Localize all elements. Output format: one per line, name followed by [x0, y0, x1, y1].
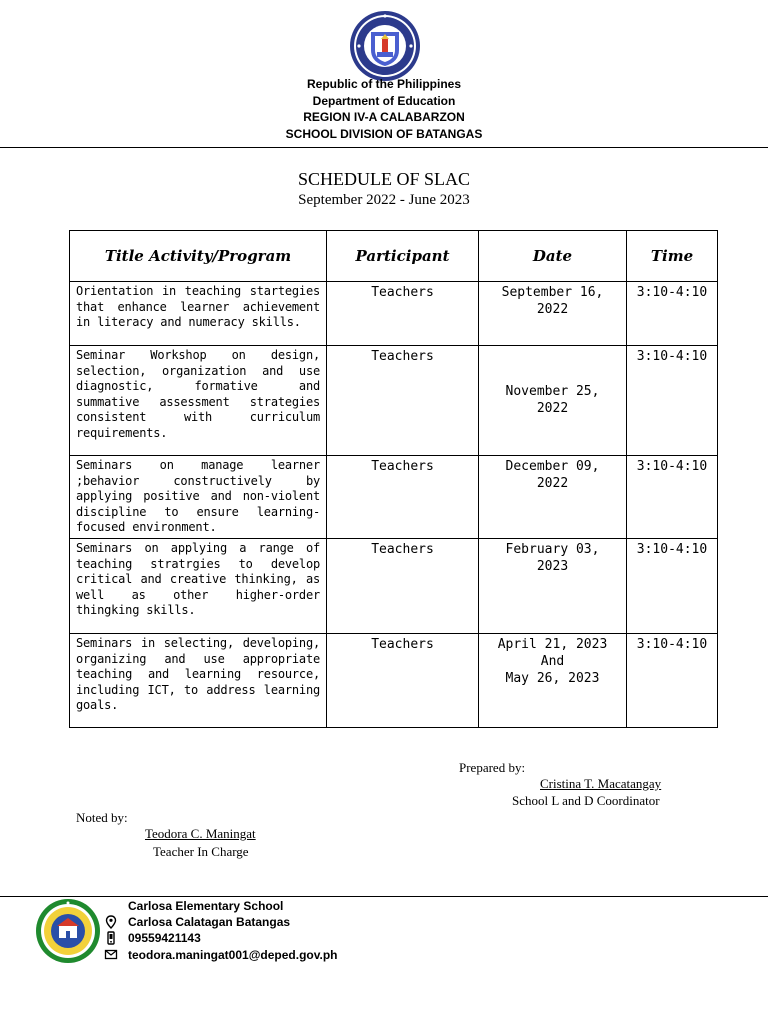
location-pin-icon	[104, 915, 118, 929]
prepared-by-name: Cristina T. Macatangay	[540, 776, 662, 791]
table-row	[70, 456, 718, 539]
date-cell: April 21, 2023 And May 26, 2023	[479, 633, 627, 727]
time-cell: 3:10-4:10	[627, 633, 718, 727]
time-cell: 3:10-4:10	[627, 456, 718, 539]
footer-divider	[0, 896, 768, 897]
participant-cell: Teachers	[327, 633, 479, 727]
letterhead-line: REGION IV-A CALABARZON	[303, 110, 465, 124]
prepared-by-role: School L and D Coordinator	[512, 793, 660, 808]
participant-cell: Teachers	[327, 456, 479, 539]
column-header: Date	[479, 231, 627, 282]
participant-cell: Teachers	[327, 538, 479, 633]
activity-cell: Seminars on manage learner ;behavior constructively by applying positive and non-violent discipline to ensure learning- focused environment.	[70, 456, 327, 539]
email-icon	[104, 947, 118, 961]
participant-cell: Teachers	[327, 282, 479, 346]
noted-by-label: Noted by:	[76, 810, 128, 825]
date-cell: November 25, 2022	[479, 346, 627, 456]
letterhead-line: SCHOOL DIVISION OF BATANGAS	[285, 126, 483, 141]
deped-seal-icon	[349, 10, 421, 82]
table-row	[70, 282, 718, 346]
document-subtitle: September 2022 - June 2023	[298, 192, 470, 208]
letterhead	[0, 76, 768, 142]
activity-cell: Seminars on applying a range of teaching stratrgies to develop critical and creative thinking, as well as other higher-order thingking skills.	[70, 538, 327, 633]
participant-cell: Teachers	[327, 346, 479, 456]
phone-icon	[104, 931, 118, 945]
table-row	[70, 346, 718, 456]
date-cell: February 03, 2023	[479, 538, 627, 633]
table-row	[70, 538, 718, 633]
activity-cell: Orientation in teaching startegies that enhance learner achievement in literacy and numeracy skills.	[70, 282, 327, 346]
time-cell: 3:10-4:10	[627, 346, 718, 456]
footer-email: teodora.maningat001@deped.gov.ph	[128, 948, 338, 962]
noted-by-role: Teacher In Charge	[153, 844, 249, 859]
time-cell: 3:10-4:10	[627, 538, 718, 633]
letterhead-line: Republic of the Philippines	[306, 77, 461, 91]
prepared-by-label: Prepared by:	[459, 760, 526, 775]
table-header-row	[70, 231, 718, 282]
column-header: Time	[627, 231, 718, 282]
letterhead-line: Department of Education	[312, 93, 456, 108]
school-logo-icon	[35, 898, 101, 964]
noted-by-name: Teodora C. Maningat	[145, 826, 256, 841]
table-row	[70, 633, 718, 727]
footer-phone: 09559421143	[128, 931, 201, 945]
time-cell: 3:10-4:10	[627, 282, 718, 346]
date-cell: December 09, 2022	[479, 456, 627, 539]
activity-cell: Seminars in selecting, developing, organizing and use appropriate teaching and learning resource, including ICT, to address learning goals.	[70, 633, 327, 727]
date-cell: September 16, 2022	[479, 282, 627, 346]
document-title: SCHEDULE OF SLAC	[297, 169, 471, 189]
activity-cell: Seminar Workshop on design, selection, organization and use diagnostic, formative and summative assessment strategies consistent with curriculum requirements.	[70, 346, 327, 456]
schedule-table	[69, 230, 718, 728]
footer-address: Carlosa Calatagan Batangas	[128, 915, 291, 929]
column-header: Participant	[327, 231, 479, 282]
header-divider	[0, 147, 768, 148]
footer-school-name: Carlosa Elementary School	[128, 899, 284, 913]
column-header: Title Activity/Program	[70, 231, 327, 282]
